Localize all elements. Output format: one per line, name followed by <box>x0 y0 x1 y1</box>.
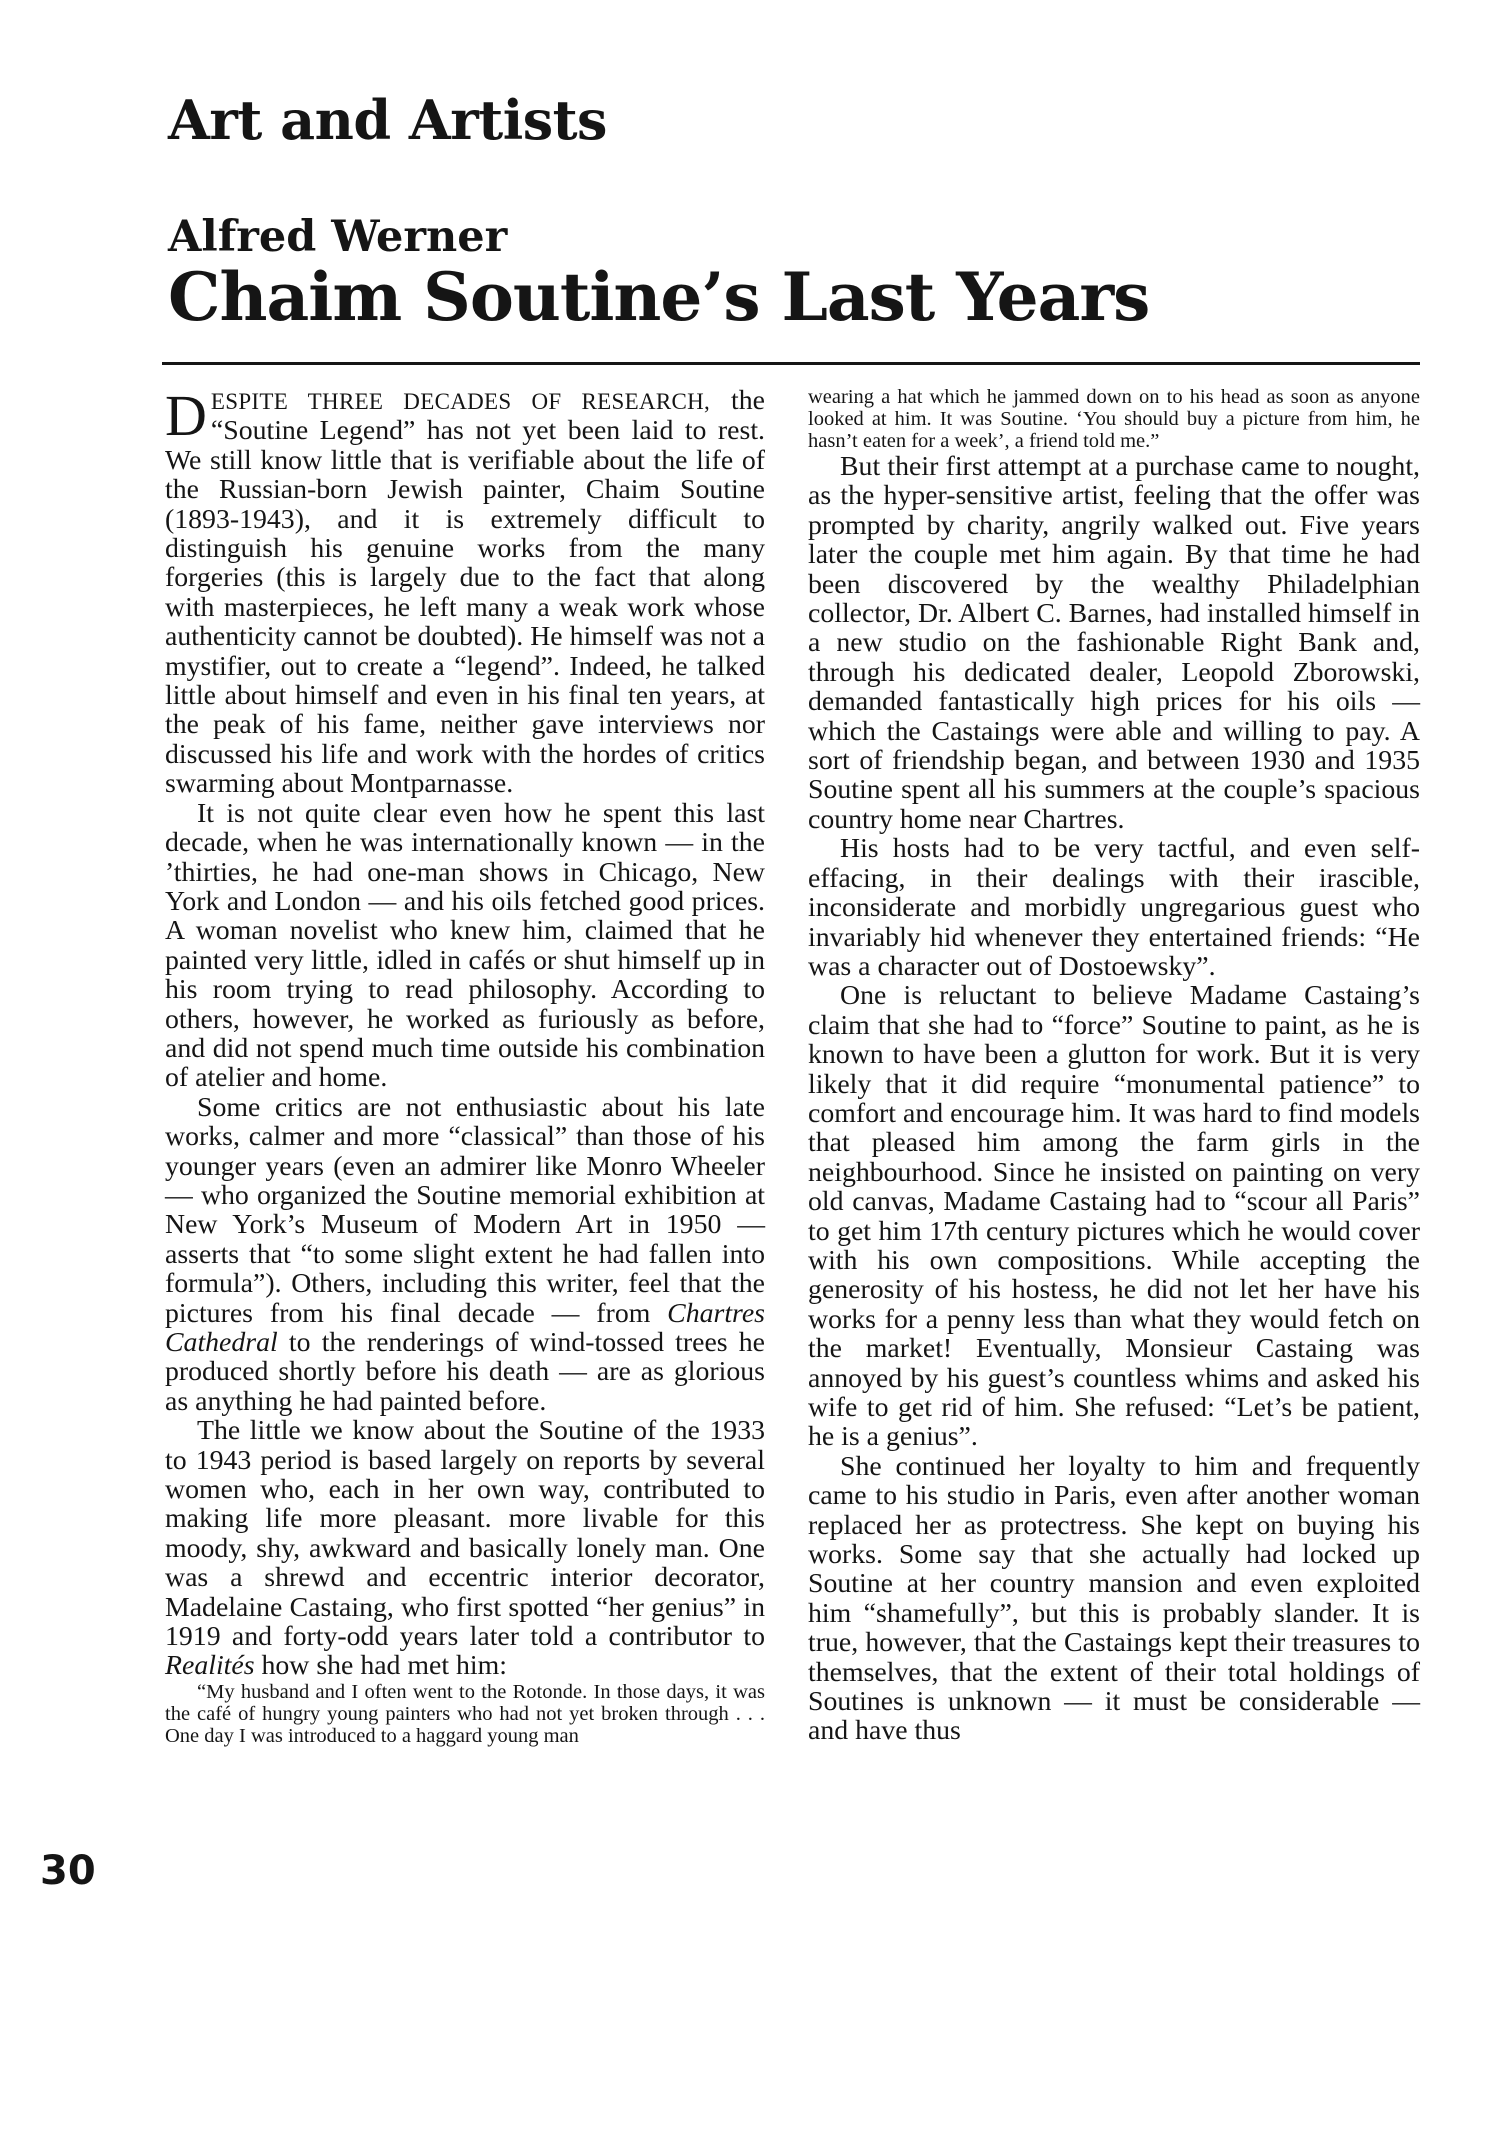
block-quote-continued: wearing a hat which he jammed down on to his head as soon as anyone looked at him. It was Soutine. ‘You should buy a picture from him, he hasn’t eaten for a week’, a friend told me.” <box>808 386 1420 452</box>
artwork-title: Chartres Cathedral <box>165 1297 765 1358</box>
paragraph-text: how she had met him: <box>261 1650 508 1682</box>
headline-rule <box>162 362 1420 365</box>
left-column <box>165 383 765 1747</box>
paragraph-text: Some critics are not enthusiastic about his late works, calmer and more “classical” than those of his younger years (even an admirer like Monro Wheeler — who organized the Soutine memorial exhibition at New York’s Museum of Modern Art in 1950 — asserts that “to some slight extent he had fallen into formula”). Others, including this writer, feel that the pictures from his final decade — from <box>165 1091 765 1329</box>
block-quote: “My husband and I often went to the Rotonde. In those days, it was the café of hungry young painters who had not yet broken through . . . One day I was introduced to a haggard young man <box>165 1680 765 1747</box>
paragraph-text: to the renderings of wind-tossed trees he produced shortly before his death — are as glorious as anything he had painted before. <box>165 1327 765 1417</box>
paragraph-opening <box>165 383 765 800</box>
publication-title: Realités <box>165 1650 255 1682</box>
paragraph <box>165 1093 765 1416</box>
paragraph: But their first attempt at a purchase came to nought, as the hyper-sensitive artist, feeling that the offer was prompted by charity, angrily walked out. Five years later the couple met him again. By that time he had been discovered by the wealthy Philadelphian collector, Dr. Albert C. Barnes, had installed himself in a new studio on the fashionable Right Bank and, through his dedicated dealer, Leopold Zborowski, demanded fantastically high prices for his oils — which the Castaings were able and willing to pay. A sort of friendship began, and between 1930 and 1935 Soutine spent all his summers at the couple’s spacious country home near Chartres. <box>808 451 1420 835</box>
paragraph: One is reluctant to believe Madame Castaing’s claim that she had to “force” Soutine to paint, as he is known to have been a glutton for work. But it is very likely that it did require “monumental patience” to comfort and encourage him. It was hard to find models that pleased him among the farm girls in the neighbourhood. Since he insisted on painting on very old canvas, Madame Castaing had to “scour all Paris” to get him 17th century pictures which he would cover with his own compositions. While accepting the generosity of his hostess, he did not let her have his works for a penny less than what they would fetch on the market! Eventually, Monsieur Castaing was annoyed by his guest’s countless whims and asked his wife to get rid of him. She refused: “Let’s be patient, he is a genius”. <box>808 980 1420 1453</box>
paragraph: It is not quite clear even how he spent this last decade, when he was internationally known — in the ’thirties, he had one-man shows in Chicago, New York and London — and his oils fetched good prices. A woman novelist who knew him, claimed that he painted very little, idled in cafés or shut himself up in his room trying to read philosophy. According to others, however, he worked as furiously as before, and did not spend much time outside his combination of atelier and home. <box>165 797 765 1094</box>
author-byline: Alfred Werner <box>168 212 508 262</box>
paragraph-text: The little we know about the Soutine of the 1933 to 1943 period is based largely on reports by several women who, each in her own way, contributed to making life more pleasant. more livable for this moody, shy, awkward and basically lonely man. One was a shrewd and eccentric interior decorator, Madelaine Castaing, who first spotted “her genius” in 1919 and forty-odd years later told a contributor to <box>165 1415 765 1653</box>
opening-text: the “Soutine Legend” has not yet been laid to rest. We still know little that is verifiable about the life of the Russian-born Jewish painter, Chaim Soutine (1893-1943), and it is extremely difficult to distinguish his genuine works from the many forgeries (this is largely due to the fact that along with masterpieces, he left many a weak work whose authenticity cannot be doubted). He himself was not a mystifier, out to create a “legend”. Indeed, he talked little about himself and even in his final ten years, at the peak of his fame, neither gave interviews nor discussed his life and work with the hordes of critics swarming about Montparnasse. <box>165 385 765 800</box>
page-number: 30 <box>40 1848 96 1894</box>
lead-small-caps: ESPITE THREE DECADES OF RESEARCH, <box>210 389 711 414</box>
right-column <box>808 386 1420 1746</box>
section-title: Art and Artists <box>168 88 607 152</box>
paragraph: She continued her loyalty to him and frequently came to his studio in Paris, even after another woman replaced her as protectress. She kept on buying his works. Some say that she actually had locked up Soutine at her country mansion and even exploited him “shamefully”, but this is probably slander. It is true, however, that the Castaings kept their treasures to themselves, that the extent of their total holdings of Soutines is unknown — it must be considerable — and have thus <box>808 1450 1420 1747</box>
article-headline: Chaim Soutine’s Last Years <box>168 258 1150 336</box>
paragraph <box>165 1416 765 1681</box>
paragraph: His hosts had to be very tactful, and even self-effacing, in their dealings with their irascible, inconsiderate and morbidly ungregarious guest who invariably hid whenever they entertained friends: “He was a character out of Dostoewsky”. <box>808 833 1420 982</box>
drop-cap: D <box>165 383 207 448</box>
